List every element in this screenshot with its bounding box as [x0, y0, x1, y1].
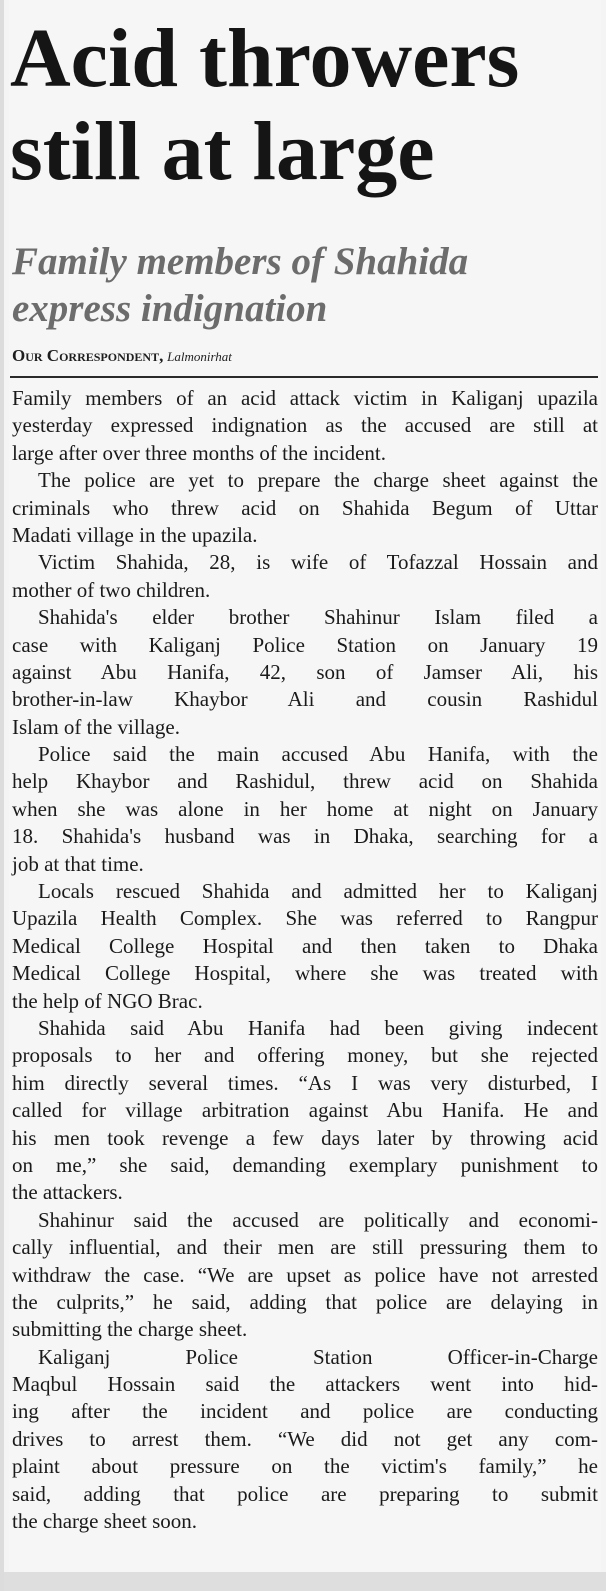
paragraph-line: 18. Shahida's husband was in Dhaka, searching for a: [12, 824, 598, 849]
article-paragraph: [12, 1207, 598, 1344]
paragraph-line: called for village arbitration against Abu Hanifa. He and: [12, 1098, 598, 1123]
byline: [12, 346, 598, 367]
paragraph-line: Shahinur said the accused are politically and economi-: [38, 1207, 598, 1232]
paragraph-line: the culprits,” he said, adding that police are delaying in: [12, 1289, 598, 1314]
paragraph-line: proposals to her and offering money, but she rejected: [12, 1043, 598, 1068]
paragraph-line: Medical College Hospital and then taken to Dhaka: [12, 933, 598, 958]
paragraph-line: large after over three months of the incident.: [12, 440, 386, 465]
paragraph-line: The police are yet to prepare the charge sheet against the: [38, 468, 598, 493]
paragraph-line: the charge sheet soon.: [12, 1509, 198, 1534]
article-paragraph: [12, 604, 598, 741]
paragraph-line: Shahida said Abu Hanifa had been giving indecent: [38, 1015, 598, 1040]
paragraph-line: brother-in-law Khaybor Ali and cousin Rashidul: [12, 687, 598, 712]
paragraph-line: case with Kaliganj Police Station on January 19: [12, 632, 598, 657]
paragraph-line: submitting the charge sheet.: [12, 1317, 248, 1342]
headline-line-1: Acid throwers: [10, 12, 520, 105]
byline-author: Our Correspondent,: [12, 346, 164, 365]
paragraph-line: mother of two children.: [12, 577, 211, 602]
paragraph-line: Victim Shahida, 28, is wife of Tofazzal Hossain and: [38, 550, 598, 575]
paragraph-line: Islam of the village.: [12, 714, 180, 739]
paragraph-line: yesterday expressed indignation as the accused are still at: [12, 413, 598, 438]
article-paragraph: [12, 1344, 598, 1536]
paragraph-line: against Abu Hanifa, 42, son of Jamser Ali, his: [12, 659, 598, 684]
article-body: [12, 385, 598, 1535]
paragraph-line: help Khaybor and Rashidul, threw acid on Shahida: [12, 769, 598, 794]
subheadline-line-1: Family members of Shahida: [12, 240, 469, 283]
article-paragraph: [12, 549, 598, 604]
paragraph-line: plaint about pressure on the victim's family,” he: [12, 1454, 598, 1479]
byline-divider: [10, 376, 598, 378]
paragraph-line: ing after the incident and police are conducting: [12, 1399, 598, 1424]
article-paragraph: [12, 467, 598, 549]
paragraph-line: cally influential, and their men are still pressuring them to: [12, 1235, 598, 1260]
paragraph-line: him directly several times. “As I was very disturbed, I: [12, 1070, 598, 1095]
subheadline: [12, 238, 598, 332]
article-paragraph: [12, 741, 598, 878]
paragraph-line: the help of NGO Brac.: [12, 988, 203, 1013]
page-bottom-edge: [4, 1572, 606, 1591]
article-paragraph: [12, 878, 598, 1015]
paragraph-line: on me,” she said, demanding exemplary punishment to: [12, 1152, 598, 1177]
subheadline-line-2: express indignation: [12, 287, 328, 330]
paragraph-line: Medical College Hospital, where she was treated with: [12, 961, 598, 986]
byline-location: Lalmonirhat: [167, 349, 232, 364]
paragraph-line: his men took revenge a few days later by throwing acid: [12, 1125, 598, 1150]
article-paragraph: [12, 385, 598, 467]
paragraph-line: drives to arrest them. “We did not get any com-: [12, 1426, 598, 1451]
paragraph-line: said, adding that police are preparing to submit: [12, 1481, 598, 1506]
paragraph-line: when she was alone in her home at night on January: [12, 796, 598, 821]
paragraph-line: criminals who threw acid on Shahida Begum of Uttar: [12, 495, 598, 520]
paragraph-line: Family members of an acid attack victim in Kaliganj upazila: [12, 386, 598, 410]
paragraph-line: Maqbul Hossain said the attackers went into hid-: [12, 1372, 598, 1397]
paragraph-line: Madati village in the upazila.: [12, 522, 258, 547]
headline-line-2: still at large: [10, 105, 435, 198]
paragraph-line: Shahida's elder brother Shahinur Islam filed a: [38, 605, 598, 630]
paragraph-line: Police said the main accused Abu Hanifa, with the: [38, 742, 598, 767]
paragraph-line: the attackers.: [12, 1180, 123, 1205]
headline: [10, 12, 600, 198]
paragraph-line: withdraw the case. “We are upset as police have not arrested: [12, 1262, 598, 1287]
paragraph-line: Kaliganj Police Station Officer-in-Charge: [38, 1344, 598, 1369]
article-paragraph: [12, 1015, 598, 1207]
paragraph-line: job at that time.: [12, 851, 144, 876]
paragraph-line: Locals rescued Shahida and admitted her to Kaliganj: [38, 879, 598, 904]
paragraph-line: Upazila Health Complex. She was referred to Rangpur: [12, 906, 598, 931]
